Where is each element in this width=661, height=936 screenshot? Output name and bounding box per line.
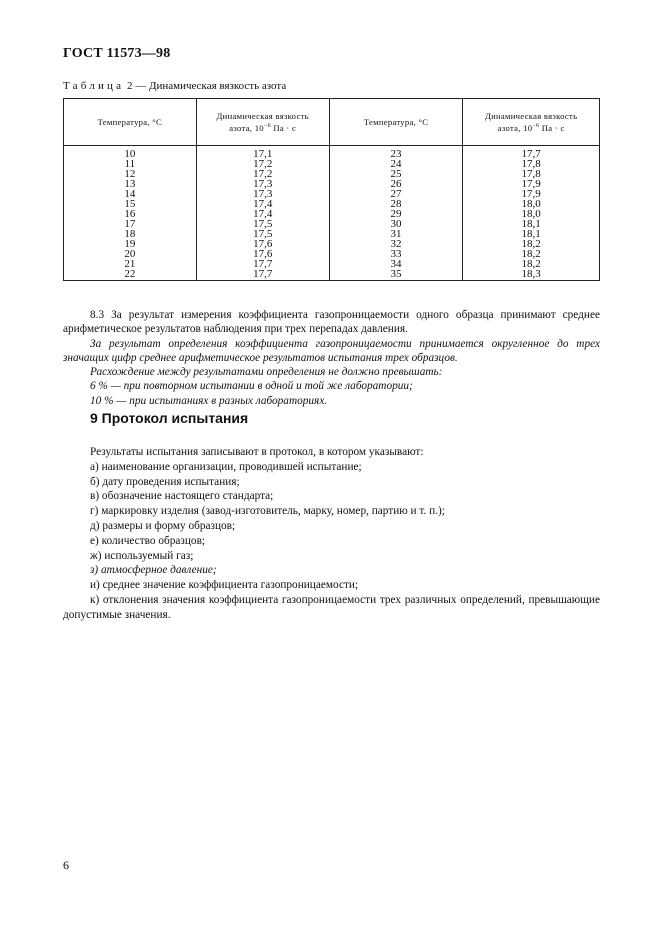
cell-viscosity: 17,4: [196, 199, 329, 209]
cell-temperature: 13: [64, 179, 197, 189]
cell-temperature: 17: [64, 219, 197, 229]
cell-viscosity: 18,1: [463, 229, 600, 239]
cell-viscosity: 17,9: [463, 179, 600, 189]
cell-temperature: 27: [329, 189, 463, 199]
header-viscosity-exponent: −6: [532, 123, 540, 130]
table-caption: [63, 80, 286, 92]
cell-temperature: 35: [329, 269, 463, 281]
cell-viscosity: 18,2: [463, 239, 600, 249]
cell-temperature: 31: [329, 229, 463, 239]
cell-viscosity: 18,2: [463, 249, 600, 259]
protocol-list: [63, 445, 600, 623]
cell-viscosity: 17,4: [196, 209, 329, 219]
table-row: [64, 209, 600, 219]
header-viscosity-2: [463, 99, 600, 146]
cell-temperature: 22: [64, 269, 197, 281]
document-code: ГОСТ 11573—98: [63, 46, 171, 61]
table-row: [64, 189, 600, 199]
header-temperature-1: Температура, °С: [64, 99, 197, 146]
table-body: [64, 146, 600, 281]
cell-temperature: 10: [64, 146, 197, 160]
cell-viscosity: 18,2: [463, 259, 600, 269]
cell-viscosity: 17,5: [196, 229, 329, 239]
cell-viscosity: 17,5: [196, 219, 329, 229]
table-row: [64, 159, 600, 169]
cell-temperature: 12: [64, 169, 197, 179]
header-viscosity-unit-suffix: Па · с: [270, 123, 297, 133]
protocol-item: к) отклонения значения коэффициента газопроницаемости трех различных определений, превышающие допустимые значения.: [63, 593, 600, 621]
table-row: [64, 249, 600, 259]
table-row: [64, 169, 600, 179]
protocol-item: е) количество образцов;: [90, 534, 206, 547]
cell-temperature: 20: [64, 249, 197, 259]
cell-viscosity: 18,3: [463, 269, 600, 281]
table-caption-word: Таблица: [63, 80, 125, 92]
header-viscosity-1: [196, 99, 329, 146]
table-row: [64, 269, 600, 281]
header-viscosity-unit-suffix: Па · с: [539, 123, 565, 133]
page-number: 6: [63, 858, 69, 872]
table-row: [64, 229, 600, 239]
cell-temperature: 15: [64, 199, 197, 209]
cell-viscosity: 17,3: [196, 179, 329, 189]
protocol-item: з) атмосферное давление;: [90, 564, 217, 577]
cell-viscosity: 17,6: [196, 249, 329, 259]
cell-viscosity: 17,8: [463, 159, 600, 169]
protocol-item: и) среднее значение коэффициента газопроницаемости;: [90, 579, 359, 592]
header-viscosity-unit-prefix: азота, 10: [229, 123, 264, 133]
cell-temperature: 25: [329, 169, 463, 179]
cell-viscosity: 17,1: [196, 146, 329, 160]
section-8-3: [63, 308, 600, 408]
protocol-item: а) наименование организации, проводившей испытание;: [90, 460, 362, 473]
header-viscosity-exponent: −6: [263, 123, 271, 130]
header-viscosity-line1: Динамическая вязкость: [484, 111, 578, 121]
table-row: [64, 179, 600, 189]
cell-temperature: 23: [329, 146, 463, 160]
cell-temperature: 19: [64, 239, 197, 249]
cell-viscosity: 17,2: [196, 169, 329, 179]
table-row: [64, 239, 600, 249]
protocol-item: в) обозначение настоящего стандарта;: [90, 490, 274, 503]
paragraph-8-3: 8.3 За результат измерения коэффициента газопроницаемости одного образца принимают среднее арифметическое результатов наблюдения при трех перепадах давления.: [63, 309, 600, 336]
cell-viscosity: 17,8: [463, 169, 600, 179]
cell-temperature: 28: [329, 199, 463, 209]
cell-temperature: 24: [329, 159, 463, 169]
paragraph-result-definition: За результат определения коэффициента газопроницаемости принимается округленное до трех значащих цифр среднее арифметическое результатов испытания трех образцов.: [63, 337, 600, 364]
table-caption-title: 2 — Динамическая вязкость азота: [124, 80, 287, 92]
paragraph-repeat-test: 6 % — при повторном испытании в одной и той же лаборатории;: [90, 380, 413, 393]
cell-temperature: 21: [64, 259, 197, 269]
viscosity-table: [63, 98, 600, 281]
table-row: [64, 219, 600, 229]
table-row: [64, 146, 600, 160]
cell-viscosity: 17,2: [196, 159, 329, 169]
protocol-item: г) маркировку изделия (завод-изготовитель, марку, номер, партию и т. п.);: [90, 505, 445, 518]
cell-viscosity: 17,7: [196, 269, 329, 281]
cell-temperature: 33: [329, 249, 463, 259]
cell-temperature: 11: [64, 159, 197, 169]
section-9-title: 9 Протокол испытания: [90, 410, 249, 426]
cell-viscosity: 17,7: [196, 259, 329, 269]
cell-viscosity: 18,1: [463, 219, 600, 229]
header-viscosity-line1: Динамическая вязкость: [216, 111, 309, 121]
header-temperature-2: Температура, °С: [329, 99, 463, 146]
cell-viscosity: 17,6: [196, 239, 329, 249]
paragraph-discrepancy: Расхождение между результатами определения не должно превышать:: [90, 366, 443, 379]
paragraph-different-labs: 10 % — при испытаниях в разных лабораториях.: [90, 394, 328, 407]
cell-temperature: 14: [64, 189, 197, 199]
table-header-row: [64, 99, 600, 146]
cell-viscosity: 18,0: [463, 199, 600, 209]
cell-viscosity: 17,9: [463, 189, 600, 199]
protocol-item: д) размеры и форму образцов;: [90, 519, 236, 532]
header-viscosity-unit-prefix: азота, 10: [497, 123, 533, 133]
cell-temperature: 18: [64, 229, 197, 239]
protocol-intro: Результаты испытания записывают в протокол, в котором указывают:: [90, 446, 424, 458]
cell-temperature: 30: [329, 219, 463, 229]
protocol-item: ж) используемый газ;: [90, 549, 194, 562]
cell-temperature: 32: [329, 239, 463, 249]
cell-viscosity: 17,7: [463, 146, 600, 160]
protocol-item: б) дату проведения испытания;: [90, 475, 240, 488]
table-row: [64, 259, 600, 269]
cell-viscosity: 18,0: [463, 209, 600, 219]
cell-temperature: 16: [64, 209, 197, 219]
cell-temperature: 26: [329, 179, 463, 189]
table-row: [64, 199, 600, 209]
cell-temperature: 34: [329, 259, 463, 269]
cell-temperature: 29: [329, 209, 463, 219]
cell-viscosity: 17,3: [196, 189, 329, 199]
